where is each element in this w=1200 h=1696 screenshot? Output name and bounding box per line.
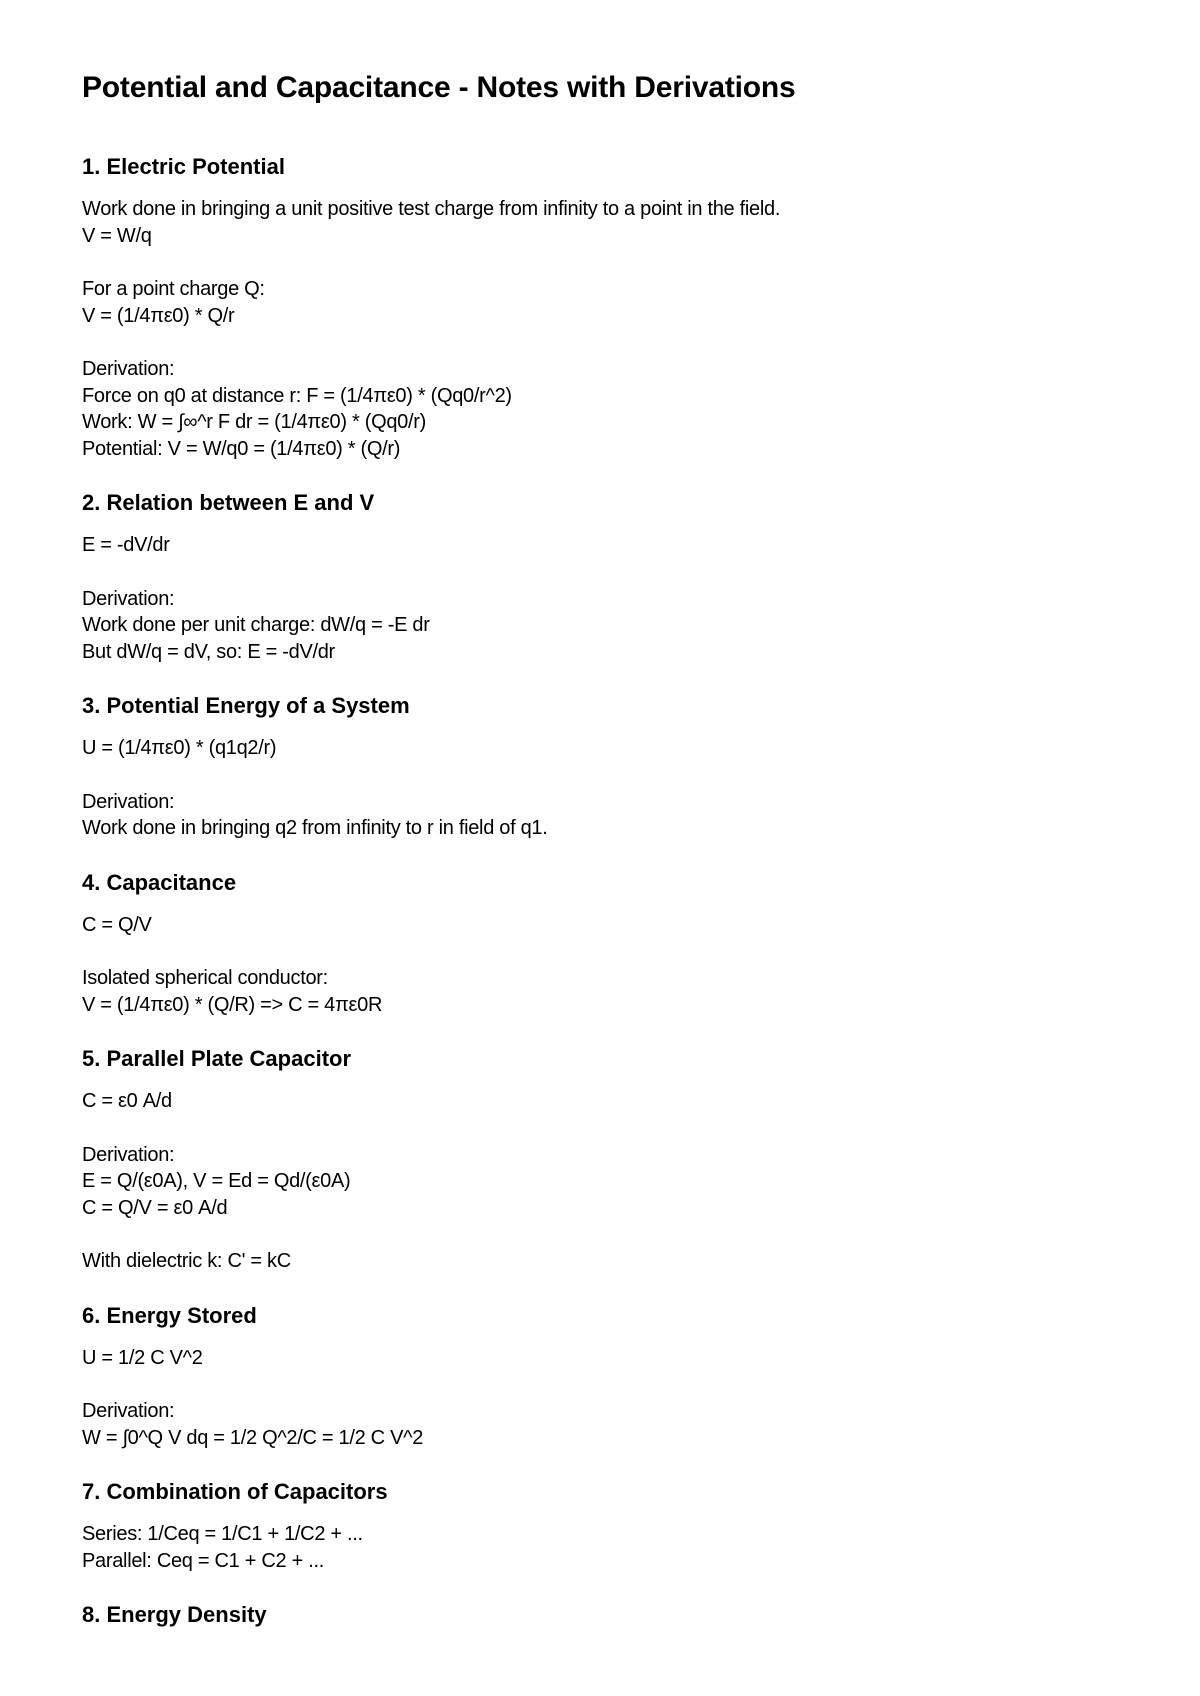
- paragraph: [82, 965, 1142, 1018]
- section-heading: 6. Energy Stored: [82, 1302, 257, 1328]
- section-4: [82, 868, 1142, 1019]
- paragraph: [82, 1142, 1142, 1222]
- text-line: Work done in bringing q2 from infinity to r in field of q1.: [82, 817, 548, 839]
- paragraph: [82, 356, 1142, 462]
- section-heading: 2. Relation between E and V: [82, 490, 375, 515]
- section-1: [82, 152, 1142, 462]
- text-line: C = ε0 A/d: [82, 1090, 172, 1112]
- text-line: C = Q/V: [82, 913, 152, 936]
- text-line: Isolated spherical conductor:: [82, 967, 328, 989]
- text-line: E = -dV/dr: [82, 534, 170, 556]
- text-line: V = (1/4πε0) * (Q/R) => C = 4πε0R: [82, 993, 383, 1016]
- document-page: [82, 66, 1142, 1656]
- section-heading: 8. Energy Density: [82, 1602, 267, 1627]
- section-heading: 7. Combination of Capacitors: [82, 1479, 388, 1504]
- paragraph: [82, 276, 1142, 329]
- text-line: Work done in bringing a unit positive test charge from infinity to a point in the field.: [82, 198, 781, 220]
- text-line: C = Q/V = ε0 A/d: [82, 1196, 228, 1219]
- paragraph: [82, 1088, 1142, 1115]
- section-heading: 3. Potential Energy of a System: [82, 693, 410, 718]
- text-line: Series: 1/Ceq = 1/C1 + 1/C2 + ...: [82, 1523, 363, 1545]
- text-line: V = (1/4πε0) * Q/r: [82, 304, 235, 327]
- text-line: W = ∫0^Q V dq = 1/2 Q^2/C = 1/2 C V^2: [82, 1426, 424, 1449]
- text-line: Derivation:: [82, 1143, 175, 1166]
- text-line: Work done per unit charge: dW/q = -E dr: [82, 614, 430, 636]
- section-heading: 1. Electric Potential: [82, 154, 285, 179]
- paragraph: [82, 586, 1142, 666]
- text-line: With dielectric k: C' = kC: [82, 1250, 291, 1272]
- section-3: [82, 691, 1142, 842]
- section-heading: 5. Parallel Plate Capacitor: [82, 1046, 352, 1071]
- paragraph: [82, 789, 1142, 842]
- text-line: U = (1/4πε0) * (q1q2/r): [82, 737, 277, 759]
- text-line: But dW/q = dV, so: E = -dV/dr: [82, 640, 335, 663]
- text-line: Derivation:: [82, 790, 175, 813]
- section-heading: 4. Capacitance: [82, 869, 237, 895]
- text-line: V = W/q: [82, 224, 152, 247]
- paragraph: [82, 1521, 1142, 1574]
- section-5: [82, 1044, 1142, 1275]
- paragraph: [82, 912, 1142, 939]
- text-line: Parallel: Ceq = C1 + C2 + ...: [82, 1549, 324, 1572]
- text-line: U = 1/2 C V^2: [82, 1346, 203, 1369]
- paragraph: [82, 735, 1142, 762]
- text-line: Work: W = ∫∞^r F dr = (1/4πε0) * (Qq0/r): [82, 411, 426, 433]
- text-line: Derivation:: [82, 587, 175, 610]
- paragraph: [82, 1345, 1142, 1372]
- paragraph: [82, 532, 1142, 559]
- document-title: Potential and Capacitance - Notes with Derivations: [82, 71, 796, 104]
- paragraph: [82, 1398, 1142, 1451]
- sections-container: [82, 152, 1142, 1630]
- text-line: Force on q0 at distance r: F = (1/4πε0) * (Qq0/r^2): [82, 384, 512, 407]
- text-line: For a point charge Q:: [82, 278, 265, 300]
- section-2: [82, 488, 1142, 665]
- section-7: [82, 1477, 1142, 1574]
- text-line: Derivation:: [82, 1400, 175, 1422]
- text-line: E = Q/(ε0A), V = Ed = Qd/(ε0A): [82, 1170, 351, 1192]
- paragraph: [82, 196, 1142, 249]
- text-line: Potential: V = W/q0 = (1/4πε0) * (Q/r): [82, 437, 401, 460]
- text-line: Derivation:: [82, 358, 175, 380]
- paragraph: [82, 1248, 1142, 1275]
- section-8: [82, 1600, 1142, 1630]
- section-6: [82, 1301, 1142, 1452]
